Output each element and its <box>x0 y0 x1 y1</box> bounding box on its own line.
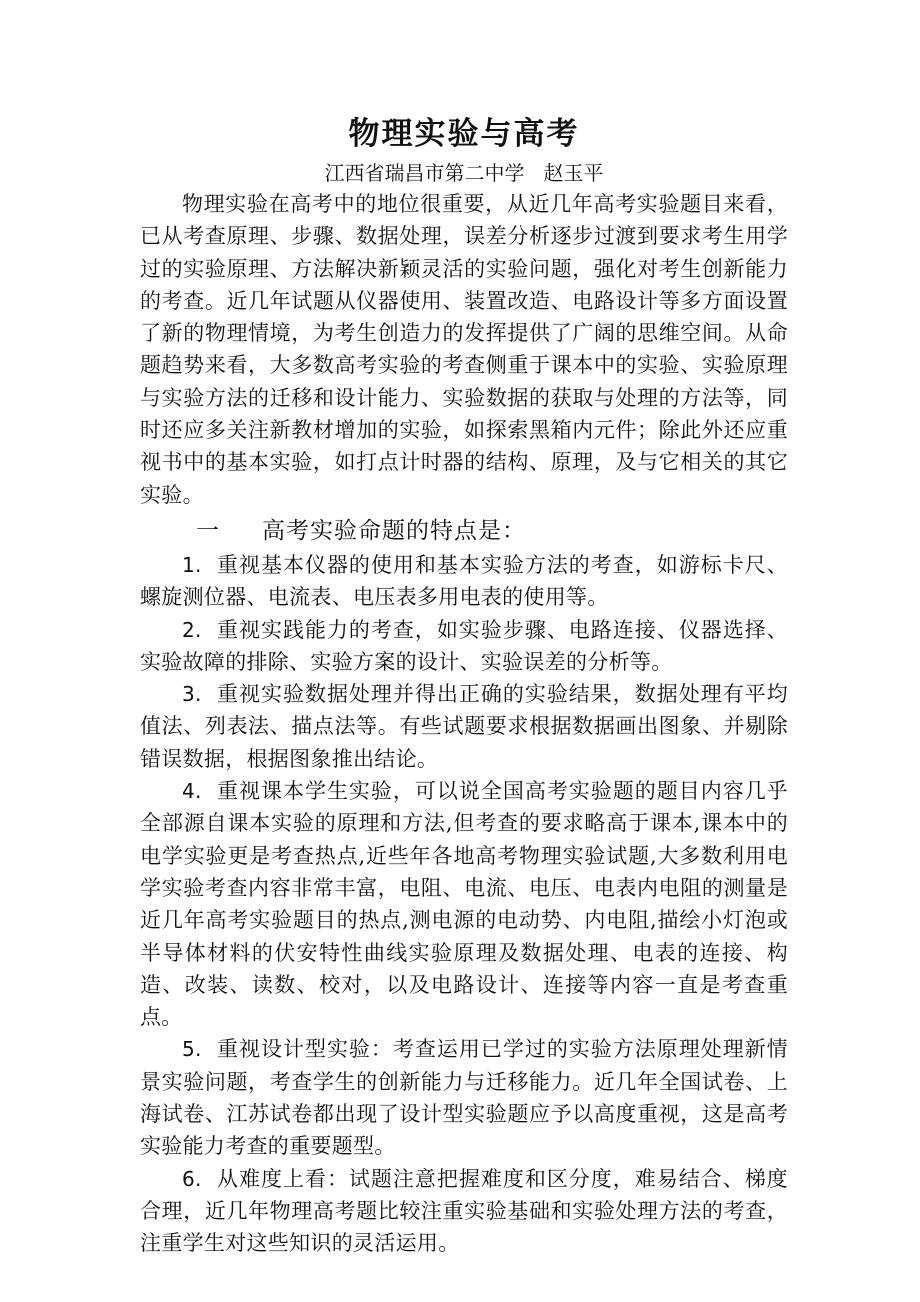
list-item <box>140 678 788 775</box>
item-text: 重视实践能力的考查，如实验步骤、电路连接、仪器选择、实验故障的排除、实验方案的设计、实验误差的分析等。 <box>140 617 788 674</box>
list-item <box>140 1033 788 1162</box>
list-item <box>140 1163 788 1260</box>
item-number: 5. <box>182 1037 202 1062</box>
list-item <box>140 775 788 1033</box>
item-text: 重视设计型实验：考查运用已学过的实验方法原理处理新情景实验问题，考查学生的创新能力与迁移能力。近几年全国试卷、上海试卷、江苏试卷都出现了设计型实验题应予以高度重视，这是高考实验能力考查的重要题型。 <box>140 1037 788 1159</box>
document-page <box>140 110 788 1260</box>
document-title: 物理实验与高考 <box>348 116 580 152</box>
item-number: 2. <box>182 617 202 642</box>
item-number: 6. <box>182 1166 202 1191</box>
list-item <box>140 549 788 614</box>
list-item <box>140 614 788 679</box>
item-text: 重视基本仪器的使用和基本实验方法的考查，如游标卡尺、螺旋测位器、电流表、电压表多用电表的使用等。 <box>140 552 788 610</box>
section-heading-text: 高考实验命题的特点是： <box>262 517 526 544</box>
item-number: 4. <box>182 779 202 804</box>
item-number: 1. <box>182 552 202 577</box>
item-text: 从难度上看：试题注意把握难度和区分度，难易结合、梯度合理，近几年物理高考题比较注重实验基础和实验处理方法的考查，注重学生对这些知识的灵活运用。 <box>140 1166 788 1256</box>
intro-paragraph: 物理实验在高考中的地位很重要，从近几年高考实验题目来看，已从考查原理、步骤、数据处理，误差分析逐步过渡到要求考生用学过的实验原理、方法解决新颖灵活的实验问题，强化对考生创新能力的考查。近几年试题从仪器使用、装置改造、电路设计等多方面设置了新的物理情境，为考生创造力的发挥提供了广阔的思维空间。从命题趋势来看，大多数高考实验的考查侧重于课本中的实验、实验原理与实验方法的迁移和设计能力、实验数据的获取与处理的方法等，同时还应多关注新教材增加的实验，如探索黑箱内元件；除此外还应重视书中的基本实验，如打点计时器的结构、原理，及与它相关的其它实验。 <box>140 192 788 507</box>
section-number: 一 <box>196 517 220 544</box>
document-author: 江西省瑞昌市第二中学 赵玉平 <box>324 161 604 185</box>
section-heading <box>140 513 788 549</box>
item-text: 重视课本学生实验，可以说全国高考实验题的题目内容几乎全部源自课本实验的原理和方法,但考查的要求略高于课本,课本中的电学实验更是考查热点,近些年各地高考物理实验试题,大多数利用电学实验考查内容非常丰富，电阻、电流、电压、电表内电阻的测量是近几年高考实验题目的热点,测电源的电动势、内电阻,描绘小灯泡或半导体材料的伏安特性曲线实验原理及数据处理、电表的连接、构造、改装、读数、校对，以及电路设计、连接等内容一直是考查重点。 <box>140 779 788 1030</box>
item-text: 重视实验数据处理并得出正确的实验结果，数据处理有平均值法、列表法、描点法等。有些试题要求根据数据画出图象、并剔除错误数据，根据图象推出结论。 <box>140 682 788 771</box>
item-number: 3. <box>182 682 202 707</box>
